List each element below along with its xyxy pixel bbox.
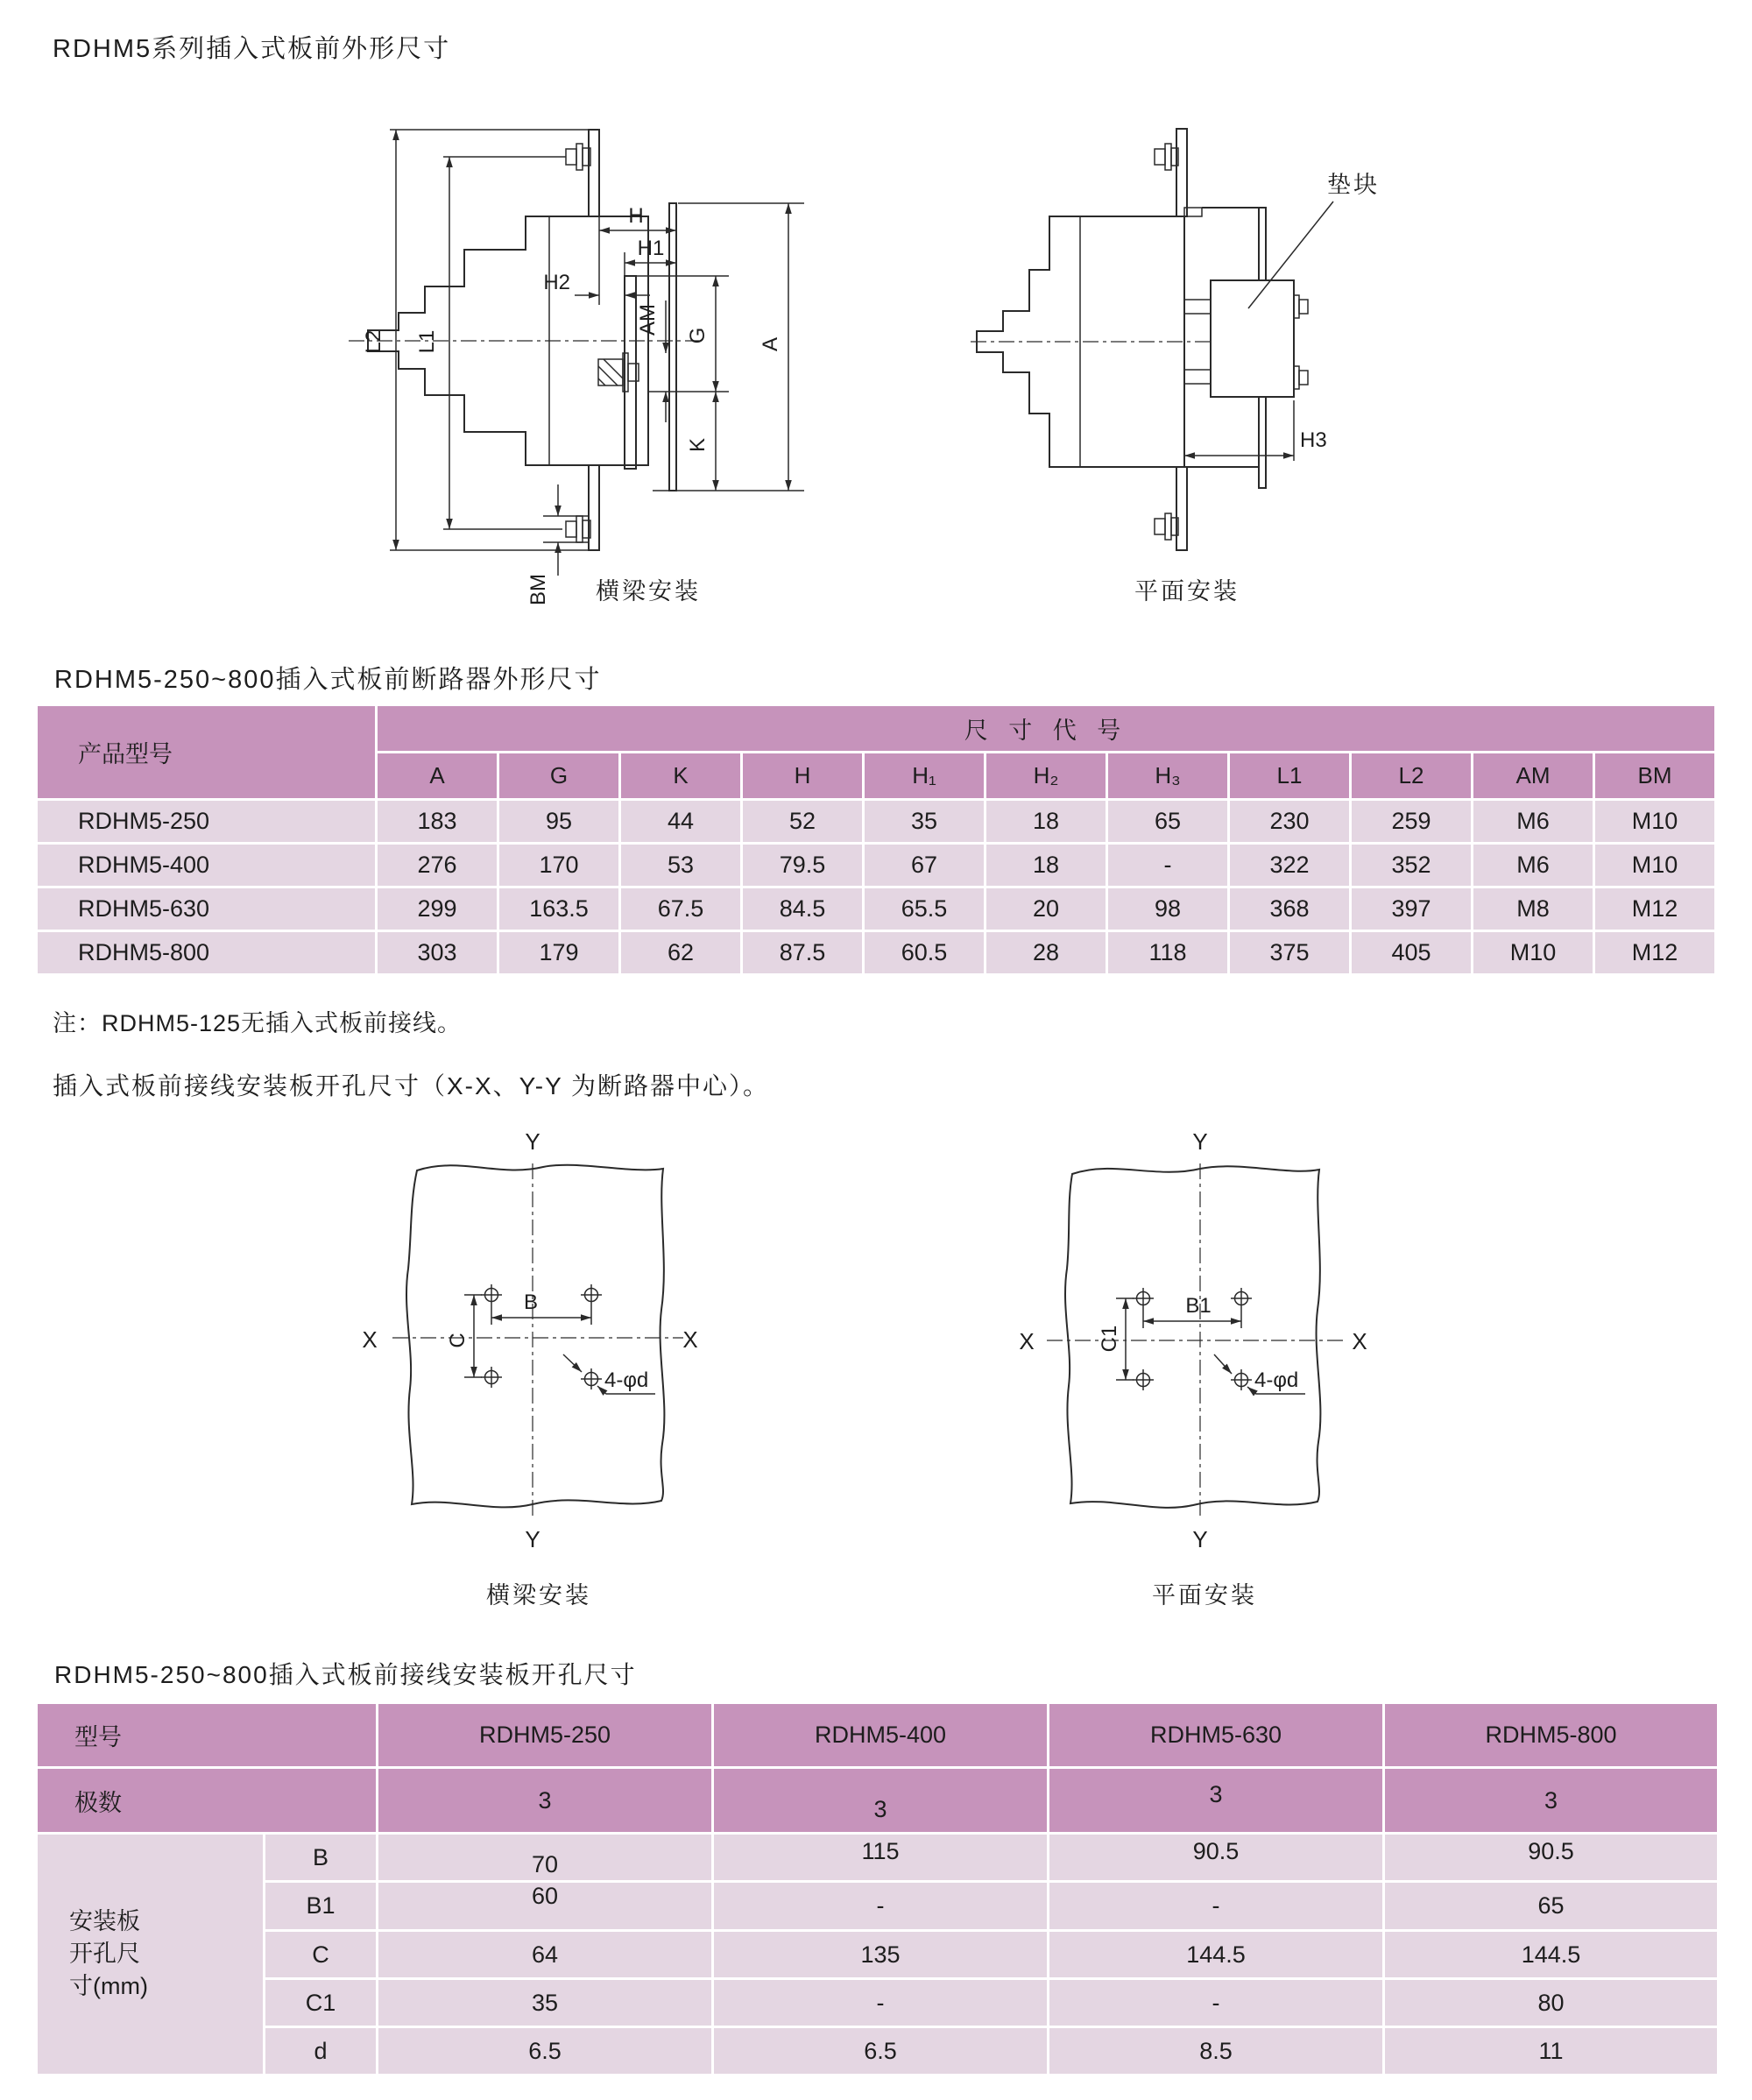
page-title: RDHM5系列插入式板前外形尺寸: [53, 35, 451, 63]
value-cell: 65: [1384, 1882, 1719, 1931]
dim-label-h1: H1: [637, 237, 665, 260]
value-cell: 183: [377, 800, 498, 844]
model-column-header: 产品型号: [37, 705, 377, 800]
table1-row: [37, 887, 1716, 931]
table1-title: RDHM5-250~800插入式板前断路器外形尺寸: [54, 666, 602, 694]
dim-label-am: AM: [636, 304, 660, 336]
mounting-holes: [481, 1284, 602, 1389]
bottom-bracket-plate: [1176, 467, 1187, 550]
size-code-group-header: 尺 寸 代 号: [377, 705, 1716, 753]
top-bracket-plate: [589, 130, 599, 216]
value-cell: 62: [620, 931, 742, 975]
spacer-block-bolts: [1294, 295, 1308, 389]
value-cell: 259: [1351, 800, 1473, 844]
poles-cell: 3: [1384, 1768, 1719, 1834]
table1-row: [37, 844, 1716, 887]
value-cell: -: [713, 1979, 1049, 2027]
value-cell: 6.5: [378, 2027, 713, 2075]
value-cell: 144.5: [1049, 1931, 1384, 1979]
column-header: H₃: [1107, 753, 1229, 800]
bottom-bolt: [1155, 513, 1178, 540]
column-header: L2: [1351, 753, 1473, 800]
value-cell: 397: [1351, 887, 1473, 931]
hole-pattern-flat-mounting-drawing: [999, 1121, 1445, 1638]
group-label-cell: [37, 1834, 265, 2075]
poles-cell: 3: [1049, 1768, 1384, 1834]
column-header: G: [498, 753, 620, 800]
dim-label-bm: BM: [526, 574, 550, 605]
poles-row-header: 极数: [37, 1768, 378, 1834]
value-cell: 299: [377, 887, 498, 931]
column-header: H₂: [986, 753, 1107, 800]
dim-label-h: H: [628, 204, 644, 228]
value-cell: 118: [1107, 931, 1229, 975]
value-cell: 179: [498, 931, 620, 975]
value-cell: -: [1049, 1979, 1384, 2027]
value-cell: 84.5: [742, 887, 864, 931]
model-header-cell: RDHM5-250: [378, 1703, 713, 1768]
axis-label-y: Y: [1192, 1526, 1208, 1552]
dim-label-b1: B1: [1185, 1294, 1212, 1318]
top-bracket-plate: [1176, 129, 1187, 216]
model-header-cell: RDHM5-630: [1049, 1703, 1384, 1768]
group-label-line: 安装板: [69, 1908, 140, 1934]
caption-flat-mounting: 平面安装: [1152, 1582, 1257, 1609]
column-header: H: [742, 753, 864, 800]
model-cell: RDHM5-400: [37, 844, 377, 887]
caption-beam-mounting: 横梁安装: [486, 1582, 591, 1609]
value-cell: 90.5: [1384, 1834, 1719, 1882]
poles-cell: 3: [378, 1768, 713, 1834]
column-header: H₁: [864, 753, 986, 800]
table2-header-row: [37, 1703, 1719, 1768]
value-cell: 135: [713, 1931, 1049, 1979]
value-cell: 375: [1229, 931, 1351, 975]
model-cell: RDHM5-800: [37, 931, 377, 975]
column-header: K: [620, 753, 742, 800]
value-cell: 144.5: [1384, 1931, 1719, 1979]
dimensions-table: [35, 704, 1717, 976]
dim-label-l1: L1: [415, 329, 439, 354]
value-cell: 80: [1384, 1979, 1719, 2027]
value-cell: 8.5: [1049, 2027, 1384, 2075]
model-row-header: 型号: [37, 1703, 378, 1768]
value-cell: 64: [378, 1931, 713, 1979]
value-cell: 405: [1351, 931, 1473, 975]
value-cell: 98: [1107, 887, 1229, 931]
table2-row: [37, 2027, 1719, 2075]
connection-board: [669, 203, 676, 491]
caption-beam-mounting: 横梁安装: [596, 578, 701, 605]
model-header-cell: RDHM5-400: [713, 1703, 1049, 1768]
dim-label-g: G: [686, 327, 710, 344]
table2-row: [37, 1834, 1719, 1882]
axis-label-x: X: [1352, 1328, 1367, 1354]
value-cell: 67: [864, 844, 986, 887]
model-cell: RDHM5-250: [37, 800, 377, 844]
value-cell: M10: [1594, 800, 1716, 844]
bottom-bolt: [566, 516, 590, 542]
param-cell: C1: [265, 1979, 378, 2027]
group-label-line: 寸(mm): [69, 1973, 148, 1999]
value-cell: 18: [986, 800, 1107, 844]
value-cell: M10: [1473, 931, 1594, 975]
value-cell: 115: [713, 1834, 1049, 1882]
terminal-strap: [1184, 300, 1211, 314]
terminal-bolt: [598, 353, 639, 392]
value-cell: 90.5: [1049, 1834, 1384, 1882]
value-cell: 11: [1384, 2027, 1719, 2075]
value-cell: 6.5: [713, 2027, 1049, 2075]
value-cell: 60: [378, 1882, 713, 1931]
holes-section-heading: 插入式板前接线安装板开孔尺寸（X-X、Y-Y 为断路器中心）。: [53, 1072, 770, 1099]
value-cell: 20: [986, 887, 1107, 931]
value-cell: 368: [1229, 887, 1351, 931]
value-cell: -: [1107, 844, 1229, 887]
table1-header-row: [37, 705, 1716, 753]
model-cell: RDHM5-630: [37, 887, 377, 931]
value-cell: 303: [377, 931, 498, 975]
column-header: A: [377, 753, 498, 800]
poles-cell: 3: [713, 1768, 1049, 1834]
footnote: 注：RDHM5-125无插入式板前接线。: [53, 1010, 463, 1036]
value-cell: 65.5: [864, 887, 986, 931]
value-cell: 322: [1229, 844, 1351, 887]
hole-pattern-beam-mounting-drawing: [254, 1121, 701, 1638]
value-cell: M12: [1594, 931, 1716, 975]
param-cell: B1: [265, 1882, 378, 1931]
axis-label-y: Y: [525, 1526, 540, 1552]
value-cell: M8: [1473, 887, 1594, 931]
value-cell: 52: [742, 800, 864, 844]
value-cell: 230: [1229, 800, 1351, 844]
top-bolt: [566, 144, 590, 170]
value-cell: 35: [378, 1979, 713, 2027]
dim-label-c: C: [446, 1333, 470, 1348]
dimension-lines: [390, 130, 804, 576]
value-cell: 28: [986, 931, 1107, 975]
dim-label-c1: C1: [1098, 1325, 1121, 1353]
dim-label-b: B: [523, 1290, 539, 1314]
model-header-cell: RDHM5-800: [1384, 1703, 1719, 1768]
table2-title: RDHM5-250~800插入式板前接线安装板开孔尺寸: [54, 1661, 637, 1688]
dim-label-l2: L2: [362, 329, 385, 354]
value-cell: 87.5: [742, 931, 864, 975]
table1-row: [37, 931, 1716, 975]
dim-label-k: K: [686, 437, 710, 453]
value-cell: 53: [620, 844, 742, 887]
column-header: AM: [1473, 753, 1594, 800]
value-cell: 95: [498, 800, 620, 844]
value-cell: 70: [378, 1834, 713, 1882]
value-cell: 18: [986, 844, 1107, 887]
axis-label-x: X: [1019, 1328, 1035, 1354]
dim-label-a: A: [759, 336, 782, 352]
value-cell: 170: [498, 844, 620, 887]
value-cell: M10: [1594, 844, 1716, 887]
front-view-beam-mounting-drawing: [237, 79, 841, 622]
table2-poles-row: [37, 1768, 1719, 1834]
hole-dimensions-table: [35, 1701, 1720, 2076]
param-cell: B: [265, 1834, 378, 1882]
dim-label-h3: H3: [1300, 428, 1327, 452]
terminal-strap: [1184, 370, 1211, 384]
axis-label-x: X: [682, 1326, 698, 1353]
column-header: BM: [1594, 753, 1716, 800]
value-cell: 276: [377, 844, 498, 887]
inner-plate: [625, 276, 636, 469]
value-cell: 65: [1107, 800, 1229, 844]
value-cell: 35: [864, 800, 986, 844]
holes-count-label: 4-φd: [1254, 1368, 1299, 1392]
caption-flat-mounting: 平面安装: [1134, 578, 1240, 605]
dim-label-h2: H2: [543, 271, 570, 294]
value-cell: M6: [1473, 844, 1594, 887]
value-cell: 60.5: [864, 931, 986, 975]
holes-count-label: 4-φd: [604, 1368, 649, 1392]
axis-label-y: Y: [525, 1128, 540, 1155]
param-cell: d: [265, 2027, 378, 2075]
value-cell: -: [713, 1882, 1049, 1931]
front-view-flat-mounting-drawing: [955, 79, 1489, 622]
value-cell: 44: [620, 800, 742, 844]
value-cell: 79.5: [742, 844, 864, 887]
param-cell: C: [265, 1931, 378, 1979]
axis-label-y: Y: [1192, 1128, 1208, 1155]
value-cell: 163.5: [498, 887, 620, 931]
table2-row: [37, 1979, 1719, 2027]
table1-row: [37, 800, 1716, 844]
table2-row: [37, 1931, 1719, 1979]
table2-row: [37, 1882, 1719, 1931]
spacer-block: [1211, 280, 1294, 397]
spacer-label: 垫块: [1327, 172, 1380, 198]
value-cell: 67.5: [620, 887, 742, 931]
group-label-line: 开孔尺: [69, 1941, 140, 1967]
column-header: L1: [1229, 753, 1351, 800]
value-cell: M6: [1473, 800, 1594, 844]
top-bolt: [1155, 144, 1178, 170]
value-cell: 352: [1351, 844, 1473, 887]
value-cell: -: [1049, 1882, 1384, 1931]
value-cell: M12: [1594, 887, 1716, 931]
axis-label-x: X: [362, 1326, 378, 1353]
